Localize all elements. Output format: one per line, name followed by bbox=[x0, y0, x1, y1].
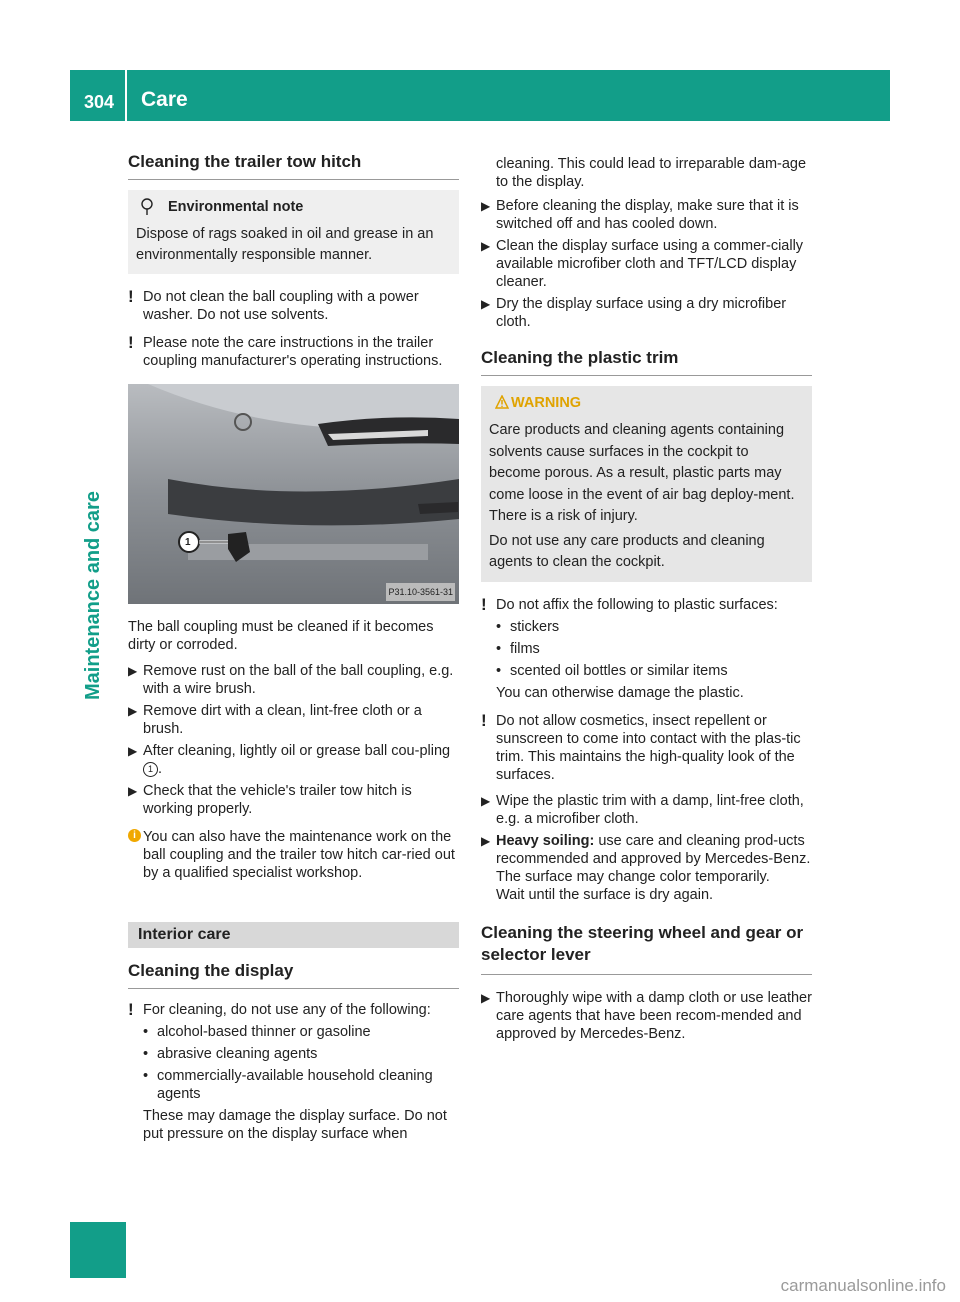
step-dry-display bbox=[481, 295, 812, 331]
step-text: Thoroughly wipe with a damp cloth or use leather care agents that have been recom-mended and approved by Mercedes-Benz. bbox=[496, 989, 812, 1042]
step-clean-display bbox=[481, 237, 812, 291]
page-number: 304 bbox=[84, 92, 115, 112]
notice-text: Please note the care instructions in the trailer coupling manufacturer's operating instructions. bbox=[143, 335, 443, 369]
exclamation-icon: ! bbox=[481, 710, 487, 730]
arrow-icon: ▶ bbox=[128, 784, 138, 798]
arrow-icon: ▶ bbox=[481, 990, 491, 1005]
list-item-text: scented oil bottles or similar items bbox=[510, 662, 728, 679]
image-code: P31.10-3561-31 bbox=[386, 583, 455, 601]
list-item-text: abrasive cleaning agents bbox=[157, 1046, 318, 1062]
paragraph-display-damage: These may damage the display surface. Do not put pressure on the display surface when bbox=[143, 1108, 447, 1142]
info-maintenance bbox=[128, 828, 459, 882]
notice-power-washer bbox=[128, 288, 459, 324]
notice-text: Do not allow cosmetics, insect repellent or sunscreen to come into contact with the plas-tic trim. This maintains the high-quality look of the surfaces. bbox=[496, 712, 801, 783]
list-item-text: commercially-available household cleaning agents bbox=[157, 1068, 433, 1102]
warning-text-2: Do not use any care products and cleaning agents to clean the cockpit. bbox=[489, 532, 765, 570]
step-oil-grease bbox=[128, 742, 459, 778]
bullet-icon: • bbox=[143, 1046, 149, 1062]
heading-plastic-trim: Cleaning the plastic trim bbox=[481, 349, 812, 376]
heading-steering-wheel: Cleaning the steering wheel and gear or selector lever bbox=[481, 922, 812, 975]
arrow-icon: ▶ bbox=[481, 833, 491, 848]
section-side-block bbox=[70, 1222, 126, 1278]
warning-box bbox=[481, 386, 812, 582]
step-text: Remove rust on the ball of the ball coupling, e.g. with a wire brush. bbox=[143, 663, 454, 697]
step-text: Remove dirt with a clean, lint-free cloth or a brush. bbox=[143, 703, 422, 737]
arrow-icon: ▶ bbox=[128, 744, 138, 758]
arrow-icon: ▶ bbox=[128, 664, 138, 678]
environmental-note-title: Environmental note bbox=[168, 199, 304, 215]
step-remove-rust bbox=[128, 662, 459, 698]
notice-text: For cleaning, do not use any of the following: bbox=[143, 1002, 431, 1018]
step-text: Dry the display surface using a dry microfiber cloth. bbox=[496, 296, 787, 330]
step-wipe-steering bbox=[481, 989, 812, 1043]
warning-triangle-icon bbox=[495, 395, 509, 409]
list-item-text: alcohol-based thinner or gasoline bbox=[157, 1024, 371, 1040]
section-side-label: Maintenance and care bbox=[82, 491, 104, 700]
arrow-icon: ▶ bbox=[481, 793, 491, 808]
left-column bbox=[128, 153, 459, 1143]
exclamation-icon: ! bbox=[481, 594, 487, 614]
page-title: Care bbox=[141, 88, 188, 111]
list-item bbox=[481, 618, 812, 636]
section-bar-interior-care: Interior care bbox=[128, 922, 459, 948]
heading-cleaning-display: Cleaning the display bbox=[128, 962, 459, 989]
exclamation-icon: ! bbox=[128, 287, 134, 306]
paragraph-ball-coupling: The ball coupling must be cleaned if it becomes dirty or corroded. bbox=[128, 619, 434, 653]
notice-display-cleaning bbox=[128, 1001, 459, 1019]
list-item bbox=[481, 640, 812, 658]
notice-manufacturer bbox=[128, 334, 459, 370]
list-item bbox=[481, 662, 812, 680]
step-switch-off-display bbox=[481, 197, 812, 233]
arrow-icon: ▶ bbox=[128, 704, 138, 718]
step-wipe-trim bbox=[481, 792, 812, 828]
right-column bbox=[481, 155, 812, 1043]
step-text: Clean the display surface using a commer-cially available microfiber cloth and TFT/LCD display cleaner. bbox=[496, 238, 804, 290]
step-remove-dirt bbox=[128, 702, 459, 738]
step-text-line2: The surface may change color temporarily. bbox=[496, 868, 770, 885]
list-item bbox=[128, 1023, 459, 1041]
info-icon: i bbox=[128, 829, 141, 842]
environmental-note-box bbox=[128, 190, 459, 274]
step-text: Before cleaning the display, make sure that it is switched off and has cooled down. bbox=[496, 198, 799, 232]
watermark: carmanualsonline.info bbox=[780, 1276, 946, 1295]
leaf-bulb-icon bbox=[140, 198, 154, 216]
step-bold-label: Heavy soiling: bbox=[496, 832, 595, 849]
bullet-icon: • bbox=[496, 662, 502, 679]
arrow-icon: ▶ bbox=[481, 239, 491, 253]
trailer-hitch-illustration bbox=[128, 384, 459, 604]
step-heavy-soiling bbox=[481, 832, 812, 904]
warning-header bbox=[489, 394, 804, 412]
notice-text: Do not clean the ball coupling with a power washer. Do not use solvents. bbox=[143, 289, 419, 323]
callout-label: 1 bbox=[185, 537, 191, 548]
warning-text: Care products and cleaning agents containing solvents cause surfaces in the cockpit to become porous. As a result, plastic parts may come loose in the event of air bag deploy-ment. There is a risk of injury. bbox=[489, 422, 795, 524]
bullet-icon: • bbox=[143, 1024, 149, 1040]
paragraph-continued: cleaning. This could lead to irreparable dam-age to the display. bbox=[496, 156, 807, 190]
paragraph-damage-plastic: You can otherwise damage the plastic. bbox=[496, 684, 744, 701]
car-rear-photo bbox=[128, 384, 459, 604]
page-header-bar bbox=[70, 70, 890, 121]
step-text: After cleaning, lightly oil or grease ball cou-pling bbox=[143, 743, 451, 759]
bullet-icon: • bbox=[496, 618, 502, 635]
warning-title: WARNING bbox=[511, 395, 582, 411]
step-text: Wipe the plastic trim with a damp, lint-free cloth, e.g. a microfiber cloth. bbox=[496, 792, 804, 827]
bullet-icon: • bbox=[496, 640, 502, 657]
list-item-text: stickers bbox=[510, 618, 560, 635]
notice-plastic-surfaces bbox=[481, 596, 812, 614]
list-item-text: films bbox=[510, 640, 540, 657]
arrow-icon: ▶ bbox=[481, 297, 491, 311]
step-text: Check that the vehicle's trailer tow hitch is working properly. bbox=[143, 783, 412, 817]
heading-trailer-hitch: Cleaning the trailer tow hitch bbox=[128, 153, 459, 180]
step-text-end: . bbox=[158, 761, 163, 777]
exclamation-icon: ! bbox=[128, 1000, 134, 1019]
info-text: You can also have the maintenance work on the ball coupling and the trailer tow hitch car-ried out by a qualified specialist workshop. bbox=[143, 829, 455, 881]
header-divider bbox=[125, 70, 127, 121]
list-item bbox=[128, 1045, 459, 1063]
environmental-note-header bbox=[136, 198, 451, 216]
step-text: use care and cleaning prod-ucts recommended and approved by Mercedes-Benz. bbox=[496, 832, 811, 867]
notice-cosmetics bbox=[481, 712, 812, 784]
step-text-line3: Wait until the surface is dry again. bbox=[496, 886, 714, 903]
environmental-note-text: Dispose of rags soaked in oil and grease in an environmentally responsible manner. bbox=[136, 226, 434, 263]
list-item bbox=[128, 1067, 459, 1103]
notice-text: Do not affix the following to plastic surfaces: bbox=[496, 596, 778, 613]
step-check-hitch bbox=[128, 782, 459, 818]
bullet-icon: • bbox=[143, 1068, 149, 1084]
callout-ref: 1 bbox=[143, 762, 158, 777]
arrow-icon: ▶ bbox=[481, 199, 491, 213]
exclamation-icon: ! bbox=[128, 333, 134, 352]
